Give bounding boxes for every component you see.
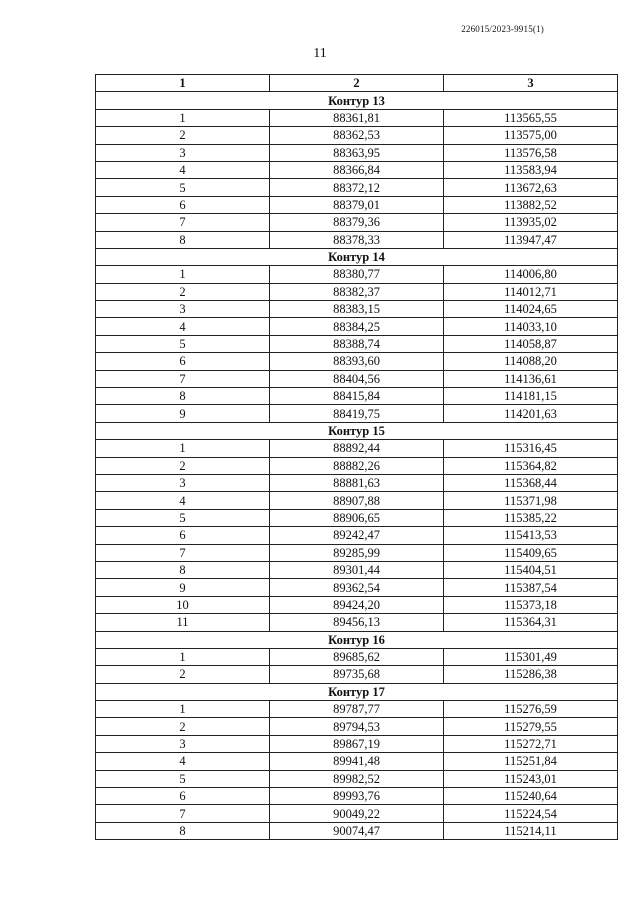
point-number-cell: 5 xyxy=(96,770,270,787)
y-coordinate-cell: 113935,02 xyxy=(444,214,618,231)
x-coordinate-cell: 88388,74 xyxy=(270,335,444,352)
table-row xyxy=(96,179,618,196)
header-cell-y: 3 xyxy=(444,75,618,92)
y-coordinate-cell: 113575,00 xyxy=(444,127,618,144)
y-coordinate-cell: 115385,22 xyxy=(444,509,618,526)
y-coordinate-cell: 115214,11 xyxy=(444,822,618,839)
table-row xyxy=(96,527,618,544)
table-row xyxy=(96,561,618,578)
y-coordinate-cell: 115279,55 xyxy=(444,718,618,735)
x-coordinate-cell: 90049,22 xyxy=(270,805,444,822)
y-coordinate-cell: 115224,54 xyxy=(444,805,618,822)
y-coordinate-cell: 114181,15 xyxy=(444,388,618,405)
y-coordinate-cell: 114058,87 xyxy=(444,335,618,352)
table-row xyxy=(96,509,618,526)
section-title: Контур 13 xyxy=(96,92,618,109)
y-coordinate-cell: 115286,38 xyxy=(444,666,618,683)
x-coordinate-cell: 88378,33 xyxy=(270,231,444,248)
header-cell-point-number: 1 xyxy=(96,75,270,92)
x-coordinate-cell: 88393,60 xyxy=(270,353,444,370)
x-coordinate-cell: 90074,47 xyxy=(270,822,444,839)
y-coordinate-cell: 115413,53 xyxy=(444,527,618,544)
x-coordinate-cell: 88382,37 xyxy=(270,283,444,300)
y-coordinate-cell: 115276,59 xyxy=(444,701,618,718)
table-row xyxy=(96,266,618,283)
point-number-cell: 3 xyxy=(96,144,270,161)
section-title: Контур 16 xyxy=(96,631,618,648)
x-coordinate-cell: 88372,12 xyxy=(270,179,444,196)
table-row xyxy=(96,770,618,787)
section-row xyxy=(96,92,618,109)
y-coordinate-cell: 114136,61 xyxy=(444,370,618,387)
table-row xyxy=(96,370,618,387)
y-coordinate-cell: 114024,65 xyxy=(444,301,618,318)
table-row xyxy=(96,109,618,126)
point-number-cell: 6 xyxy=(96,196,270,213)
table-row xyxy=(96,666,618,683)
table-row xyxy=(96,544,618,561)
page-number: 11 xyxy=(313,46,327,61)
table-row xyxy=(96,388,618,405)
table-row xyxy=(96,161,618,178)
point-number-cell: 1 xyxy=(96,266,270,283)
point-number-cell: 3 xyxy=(96,735,270,752)
section-title: Контур 17 xyxy=(96,683,618,700)
x-coordinate-cell: 88906,65 xyxy=(270,509,444,526)
point-number-cell: 8 xyxy=(96,388,270,405)
x-coordinate-cell: 88380,77 xyxy=(270,266,444,283)
point-number-cell: 7 xyxy=(96,544,270,561)
y-coordinate-cell: 115371,98 xyxy=(444,492,618,509)
table-body xyxy=(96,92,618,840)
table-row xyxy=(96,648,618,665)
point-number-cell: 1 xyxy=(96,648,270,665)
x-coordinate-cell: 89787,77 xyxy=(270,701,444,718)
x-coordinate-cell: 89993,76 xyxy=(270,788,444,805)
coordinates-table xyxy=(95,74,618,840)
table-row xyxy=(96,614,618,631)
point-number-cell: 2 xyxy=(96,127,270,144)
section-title: Контур 15 xyxy=(96,422,618,439)
table-row xyxy=(96,283,618,300)
y-coordinate-cell: 113565,55 xyxy=(444,109,618,126)
point-number-cell: 9 xyxy=(96,405,270,422)
table-row xyxy=(96,318,618,335)
y-coordinate-cell: 114012,71 xyxy=(444,283,618,300)
x-coordinate-cell: 88379,01 xyxy=(270,196,444,213)
table-row xyxy=(96,718,618,735)
point-number-cell: 8 xyxy=(96,231,270,248)
point-number-cell: 1 xyxy=(96,701,270,718)
x-coordinate-cell: 88362,53 xyxy=(270,127,444,144)
table-row xyxy=(96,596,618,613)
x-coordinate-cell: 89685,62 xyxy=(270,648,444,665)
x-coordinate-cell: 88384,25 xyxy=(270,318,444,335)
x-coordinate-cell: 88361,81 xyxy=(270,109,444,126)
point-number-cell: 7 xyxy=(96,370,270,387)
x-coordinate-cell: 89424,20 xyxy=(270,596,444,613)
table-row xyxy=(96,440,618,457)
y-coordinate-cell: 115364,31 xyxy=(444,614,618,631)
table-row xyxy=(96,579,618,596)
x-coordinate-cell: 88881,63 xyxy=(270,474,444,491)
x-coordinate-cell: 89735,68 xyxy=(270,666,444,683)
point-number-cell: 6 xyxy=(96,788,270,805)
header-row xyxy=(96,75,618,92)
point-number-cell: 9 xyxy=(96,579,270,596)
y-coordinate-cell: 115272,71 xyxy=(444,735,618,752)
document-id: 226015/2023-9915(1) xyxy=(461,24,544,34)
table-row xyxy=(96,822,618,839)
section-row xyxy=(96,631,618,648)
section-row xyxy=(96,248,618,265)
point-number-cell: 4 xyxy=(96,318,270,335)
point-number-cell: 2 xyxy=(96,666,270,683)
table-row xyxy=(96,231,618,248)
y-coordinate-cell: 115368,44 xyxy=(444,474,618,491)
y-coordinate-cell: 113882,52 xyxy=(444,196,618,213)
x-coordinate-cell: 89456,13 xyxy=(270,614,444,631)
x-coordinate-cell: 89362,54 xyxy=(270,579,444,596)
x-coordinate-cell: 89301,44 xyxy=(270,561,444,578)
y-coordinate-cell: 115243,01 xyxy=(444,770,618,787)
point-number-cell: 4 xyxy=(96,161,270,178)
x-coordinate-cell: 89941,48 xyxy=(270,753,444,770)
point-number-cell: 8 xyxy=(96,822,270,839)
y-coordinate-cell: 113576,58 xyxy=(444,144,618,161)
x-coordinate-cell: 88882,26 xyxy=(270,457,444,474)
x-coordinate-cell: 89242,47 xyxy=(270,527,444,544)
section-title: Контур 14 xyxy=(96,248,618,265)
table-row xyxy=(96,127,618,144)
x-coordinate-cell: 88415,84 xyxy=(270,388,444,405)
table-row xyxy=(96,805,618,822)
table-row xyxy=(96,753,618,770)
y-coordinate-cell: 113583,94 xyxy=(444,161,618,178)
x-coordinate-cell: 88892,44 xyxy=(270,440,444,457)
x-coordinate-cell: 88383,15 xyxy=(270,301,444,318)
table-row xyxy=(96,196,618,213)
y-coordinate-cell: 113947,47 xyxy=(444,231,618,248)
y-coordinate-cell: 115364,82 xyxy=(444,457,618,474)
table-row xyxy=(96,353,618,370)
y-coordinate-cell: 115404,51 xyxy=(444,561,618,578)
y-coordinate-cell: 114033,10 xyxy=(444,318,618,335)
point-number-cell: 3 xyxy=(96,301,270,318)
point-number-cell: 5 xyxy=(96,509,270,526)
x-coordinate-cell: 89285,99 xyxy=(270,544,444,561)
y-coordinate-cell: 115409,65 xyxy=(444,544,618,561)
point-number-cell: 5 xyxy=(96,179,270,196)
point-number-cell: 1 xyxy=(96,440,270,457)
point-number-cell: 4 xyxy=(96,492,270,509)
point-number-cell: 2 xyxy=(96,718,270,735)
x-coordinate-cell: 89982,52 xyxy=(270,770,444,787)
y-coordinate-cell: 115316,45 xyxy=(444,440,618,457)
y-coordinate-cell: 114201,63 xyxy=(444,405,618,422)
y-coordinate-cell: 115301,49 xyxy=(444,648,618,665)
table-row xyxy=(96,788,618,805)
table-row xyxy=(96,474,618,491)
x-coordinate-cell: 89867,19 xyxy=(270,735,444,752)
point-number-cell: 3 xyxy=(96,474,270,491)
point-number-cell: 11 xyxy=(96,614,270,631)
table-row xyxy=(96,405,618,422)
table-row xyxy=(96,214,618,231)
table-row xyxy=(96,144,618,161)
point-number-cell: 7 xyxy=(96,214,270,231)
point-number-cell: 7 xyxy=(96,805,270,822)
table-row xyxy=(96,701,618,718)
point-number-cell: 2 xyxy=(96,283,270,300)
table-row xyxy=(96,301,618,318)
y-coordinate-cell: 113672,63 xyxy=(444,179,618,196)
point-number-cell: 6 xyxy=(96,527,270,544)
point-number-cell: 1 xyxy=(96,109,270,126)
point-number-cell: 4 xyxy=(96,753,270,770)
point-number-cell: 5 xyxy=(96,335,270,352)
table-row xyxy=(96,335,618,352)
x-coordinate-cell: 88419,75 xyxy=(270,405,444,422)
point-number-cell: 2 xyxy=(96,457,270,474)
y-coordinate-cell: 115387,54 xyxy=(444,579,618,596)
y-coordinate-cell: 115240,64 xyxy=(444,788,618,805)
point-number-cell: 10 xyxy=(96,596,270,613)
header-cell-x: 2 xyxy=(270,75,444,92)
point-number-cell: 8 xyxy=(96,561,270,578)
table-row xyxy=(96,735,618,752)
table-row xyxy=(96,492,618,509)
x-coordinate-cell: 89794,53 xyxy=(270,718,444,735)
y-coordinate-cell: 114006,80 xyxy=(444,266,618,283)
x-coordinate-cell: 88379,36 xyxy=(270,214,444,231)
x-coordinate-cell: 88404,56 xyxy=(270,370,444,387)
section-row xyxy=(96,683,618,700)
x-coordinate-cell: 88363,95 xyxy=(270,144,444,161)
y-coordinate-cell: 115373,18 xyxy=(444,596,618,613)
x-coordinate-cell: 88366,84 xyxy=(270,161,444,178)
x-coordinate-cell: 88907,88 xyxy=(270,492,444,509)
y-coordinate-cell: 115251,84 xyxy=(444,753,618,770)
y-coordinate-cell: 114088,20 xyxy=(444,353,618,370)
point-number-cell: 6 xyxy=(96,353,270,370)
table-row xyxy=(96,457,618,474)
section-row xyxy=(96,422,618,439)
